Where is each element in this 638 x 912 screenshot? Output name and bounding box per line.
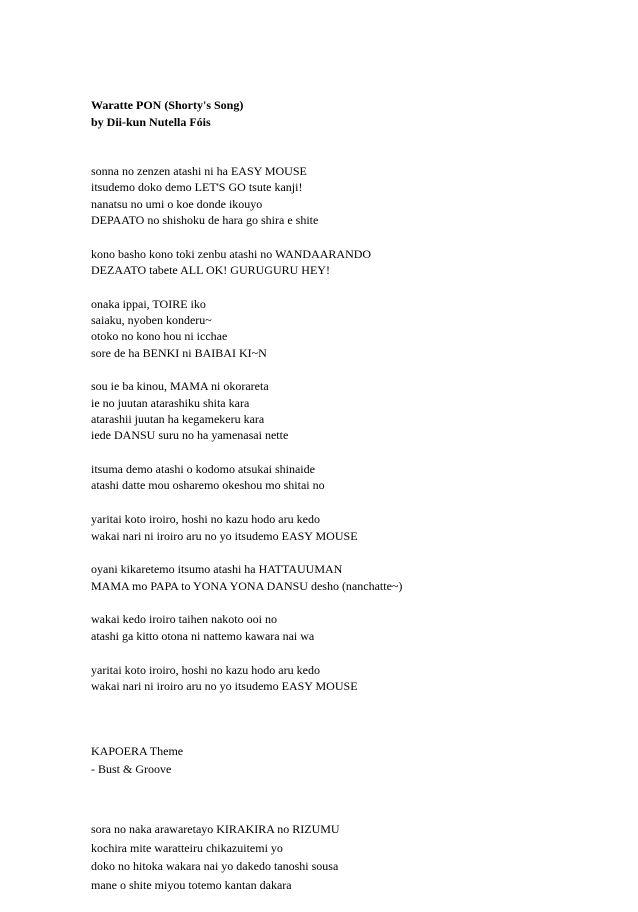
- lyrics-song-2: [91, 820, 611, 894]
- lyric-line: wakai nari ni iroiro aru no yo itsudemo EASY MOUSE: [91, 528, 358, 543]
- lyric-line: atashi datte mou osharemo okeshou mo shitai no: [91, 478, 325, 493]
- lyric-line: wakai nari ni iroiro aru no yo itsudemo EASY MOUSE: [91, 678, 358, 693]
- lyric-line: MAMA mo PAPA to YONA YONA DANSU desho (nanchatte~): [91, 578, 403, 593]
- stanza: [91, 163, 611, 228]
- lyric-line: DEPAATO no shishoku de hara go shira e shite: [91, 212, 319, 227]
- lyric-line: itsuma demo atashi o kodomo atsukai shinaide: [91, 462, 315, 477]
- lyric-line: atarashii juutan ha kegamekeru kara: [91, 412, 265, 427]
- stanza: [91, 296, 611, 361]
- stanza: [91, 662, 611, 695]
- stanza: [91, 461, 611, 494]
- stanza: [91, 820, 611, 894]
- song-2-heading: [91, 742, 611, 778]
- lyric-line: sora no naka arawaretayo KIRAKIRA no RIZUMU: [91, 822, 340, 837]
- lyric-line: oyani kikaretemo itsumo atashi ha HATTAUUMAN: [91, 562, 343, 577]
- document-page: [91, 97, 611, 912]
- lyric-line: atashi ga kitto otona ni nattemo kawara nai wa: [91, 628, 315, 643]
- stanza: [91, 246, 611, 279]
- lyrics-song-1: [91, 163, 611, 694]
- song-byline: by Dii-kun Nutella Fóis: [91, 114, 211, 129]
- lyric-line: doko no hitoka wakara nai yo dakedo tanoshi sousa: [91, 859, 339, 874]
- lyric-line: nanatsu no umi o koe donde ikouyo: [91, 196, 263, 211]
- lyric-line: ie no juutan atarashiku shita kara: [91, 395, 250, 410]
- song-title: Waratte PON (Shorty's Song): [91, 98, 244, 112]
- lyric-line: saiaku, nyoben konderu~: [91, 313, 212, 328]
- lyric-line: kono basho kono toki zenbu atashi no WANDAARANDO: [91, 246, 372, 261]
- lyric-line: itsudemo doko demo LET'S GO tsute kanji!: [91, 180, 303, 195]
- stanza: [91, 611, 611, 644]
- song-2-title: KAPOERA Theme: [91, 744, 184, 759]
- stanza: [91, 561, 611, 594]
- lyric-line: kochira mite waratteiru chikazuitemi yo: [91, 840, 283, 855]
- song-2-subtitle: - Bust & Groove: [91, 762, 172, 777]
- lyric-line: wakai kedo iroiro taihen nakoto ooi no: [91, 612, 277, 627]
- lyric-line: sore de ha BENKI ni BAIBAI KI~N: [91, 345, 267, 360]
- stanza: [91, 378, 611, 443]
- lyric-line: mane o shite miyou totemo kantan dakara: [91, 877, 292, 892]
- lyric-line: iede DANSU suru no ha yamenasai nette: [91, 428, 289, 443]
- song-title-block: [91, 97, 611, 130]
- lyric-line: yaritai koto iroiro, hoshi no kazu hodo aru kedo: [91, 662, 320, 677]
- lyric-line: otoko no kono hou ni icchae: [91, 329, 228, 344]
- lyric-line: yaritai koto iroiro, hoshi no kazu hodo aru kedo: [91, 512, 320, 527]
- lyric-line: sonna no zenzen atashi ni ha EASY MOUSE: [91, 164, 307, 178]
- lyric-line: sou ie ba kinou, MAMA ni okorareta: [91, 379, 269, 394]
- stanza: [91, 511, 611, 544]
- lyric-line: onaka ippai, TOIRE iko: [91, 296, 206, 311]
- lyric-line: DEZAATO tabete ALL OK! GURUGURU HEY!: [91, 262, 330, 277]
